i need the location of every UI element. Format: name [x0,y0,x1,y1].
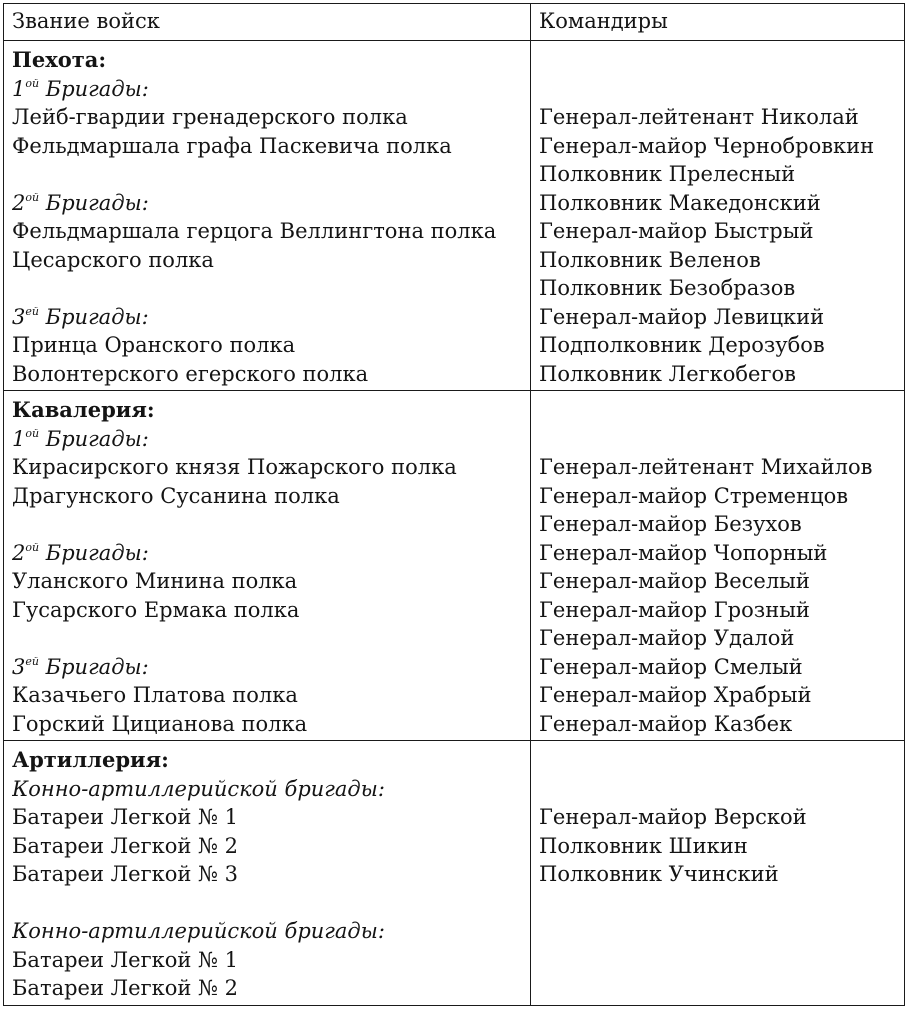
unit-line: Цесарского полка [12,247,214,272]
brigade-heading: $2^{ой}$ Бригады: [12,540,149,565]
blank-line [12,510,530,539]
blank-line [539,425,904,454]
unit-line: Принца Оранского полка [12,333,296,357]
commanders-cell [531,41,905,391]
blank-line [539,75,904,104]
commander-line: Генерал-майор Безухов [539,512,802,536]
brigade-heading: $3^{ей}$ Бригады: [12,654,149,679]
commander-line: Полковник Безобразов [539,276,796,300]
blank-line [539,746,904,775]
commander-line: Генерал-лейтенант Николай [539,105,859,129]
blank-line [539,46,904,75]
blank-line [12,624,530,653]
brigade-heading: $1^{ой}$ Бригады: [12,426,149,451]
unit-line: Гусарского Ермака полка [12,597,300,622]
unit-line: Батареи Легкой № 2 [12,976,238,1000]
blank-line [12,160,530,189]
unit-line: Драгунского Сусанина полка [12,483,340,508]
unit-line: Батареи Легкой № 3 [12,862,238,886]
commanders-table [3,3,905,1006]
commanders-cell [531,741,905,1006]
commander-line: Генерал-майор Верской [539,805,807,829]
brigade-heading: $3^{ей}$ Бригады: [12,304,149,329]
commander-line: Генерал-майор Грозный [539,597,810,622]
unit-line: Батареи Легкой № 1 [12,947,238,972]
commander-line: Генерал-лейтенант Михайлов [539,455,873,479]
commander-line: Генерал-майор Левицкий [539,304,825,329]
units-cell [4,391,531,741]
commander-line: Полковник Учинский [539,862,779,886]
section-title: Пехота: [12,47,107,72]
blank-line [12,889,530,918]
unit-line: Фельдмаршала графа Паскевича полка [12,133,452,158]
commander-line: Генерал-майор Казбек [539,711,793,736]
commander-line: Генерал-майор Быстрый [539,219,814,243]
commander-line: Генерал-майор Удалой [539,626,795,650]
units-cell [4,741,531,1006]
unit-line: Батареи Легкой № 1 [12,805,238,829]
unit-line: Фельдмаршала герцога Веллингтона полка [12,219,497,243]
commander-line: Полковник Веленов [539,247,761,272]
header-troops: Звание войск [12,9,160,33]
brigade-heading: Конно-артиллерийской бригады: [12,919,385,943]
unit-line: Уланского Минина полка [12,569,298,593]
unit-line: Казачьего Платова полка [12,683,298,707]
commander-line: Генерал-майор Смелый [539,654,803,679]
unit-line: Батареи Легкой № 2 [12,833,238,858]
unit-line: Горский Цицианова полка [12,711,308,736]
commander-line: Генерал-майор Чопорный [539,540,828,565]
blank-line [539,775,904,804]
brigade-heading: $2^{ой}$ Бригады: [12,190,149,215]
section-row-cavalry [4,391,905,741]
commanders-cell [531,391,905,741]
section-row-artillery [4,741,905,1006]
blank-line [539,396,904,425]
commander-line: Генерал-майор Веселый [539,569,810,593]
header-commanders: Командиры [539,9,668,33]
unit-line: Лейб-гвардии гренадерского полка [12,105,408,129]
unit-line: Кирасирского князя Пожарского полка [12,455,457,479]
commander-line: Полковник Прелесный [539,162,796,186]
units-cell [4,41,531,391]
table-header-row [4,4,905,41]
section-title: Кавалерия: [12,397,155,422]
unit-line: Волонтерского егерского полка [12,361,369,386]
commander-line: Подполковник Дерозубов [539,333,825,357]
header-cell-commanders [531,4,905,41]
commander-line: Полковник Легкобегов [539,361,796,386]
commander-line: Полковник Македонский [539,190,821,215]
section-title: Артиллерия: [12,747,169,772]
brigade-heading: Конно-артиллерийской бригады: [12,776,385,801]
commander-line: Полковник Шикин [539,833,748,858]
header-cell-troops [4,4,531,41]
commander-line: Генерал-майор Стременцов [539,483,849,508]
section-row-infantry [4,41,905,391]
commander-line: Генерал-майор Чернобровкин [539,133,875,158]
blank-line [12,274,530,303]
brigade-heading: $1^{ой}$ Бригады: [12,76,149,101]
commander-line: Генерал-майор Храбрый [539,683,812,707]
